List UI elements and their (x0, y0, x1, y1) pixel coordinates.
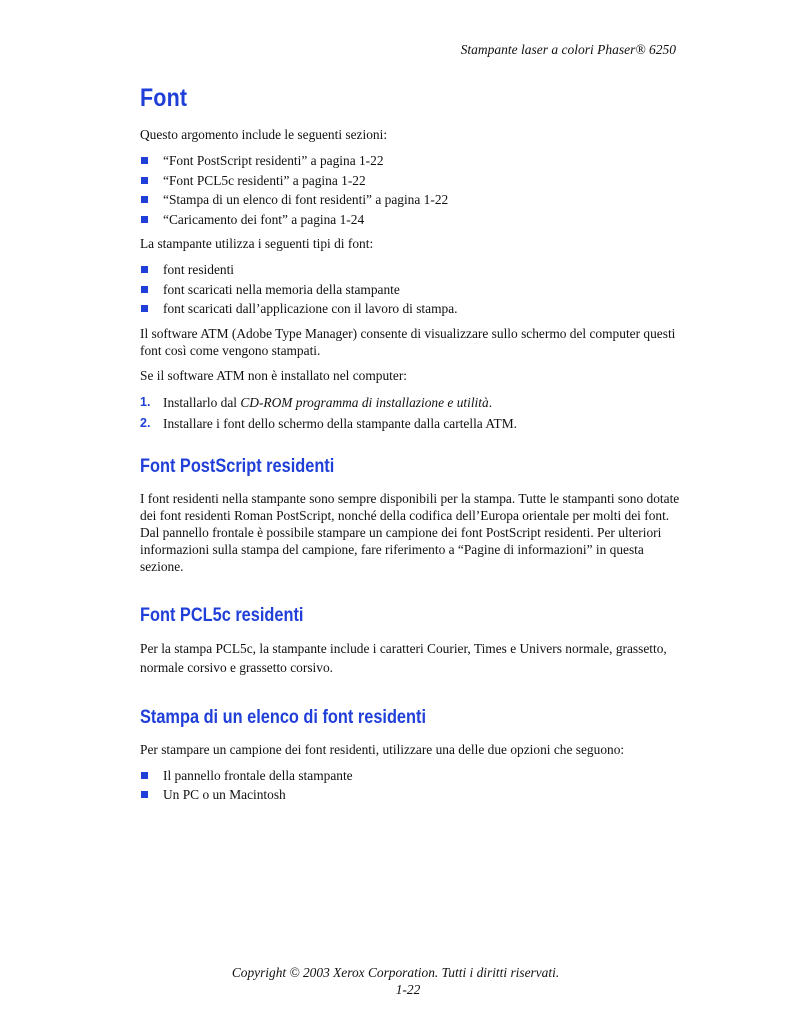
bullet-square-icon (141, 266, 148, 273)
list-item-text: Un PC o un Macintosh (163, 787, 286, 802)
bullet-square-icon (141, 216, 148, 223)
section-heading-postscript: Font PostScript residenti (140, 455, 335, 477)
atm-steps-list (140, 392, 680, 434)
list-item-text: font residenti (163, 262, 235, 277)
list-item-text: “Stampa di un elenco di font residenti” a pagina 1-22 (163, 192, 449, 207)
print-list-paragraph: Per stampare un campione dei font residenti, utilizzare una delle due opzioni che seguono: (140, 741, 625, 757)
step-text: Installarlo dal (163, 394, 241, 410)
step-text: Installare i font dello schermo della stampante dalla cartella ATM. (163, 415, 517, 431)
page-number: 1-22 (395, 982, 421, 997)
print-options-list (140, 766, 680, 805)
page-title: Font (140, 84, 188, 112)
list-item-text: “Font PCL5c residenti” a pagina 1-22 (163, 172, 366, 188)
atm-missing-paragraph: Se il software ATM non è installato nel computer: (140, 367, 408, 383)
list-item-text: “Font PostScript residenti” a pagina 1-22 (163, 153, 384, 168)
bullet-square-icon (141, 177, 148, 184)
list-item (140, 766, 680, 786)
running-header: Stampante laser a colori Phaser® 6250 (460, 42, 676, 57)
font-types-list (140, 260, 680, 319)
list-item-text: font scaricati dall’applicazione con il lavoro di stampa. (163, 301, 458, 316)
step-item (140, 413, 680, 434)
bullet-square-icon (141, 772, 148, 779)
step-number: 2. (140, 415, 151, 430)
bullet-square-icon (141, 157, 148, 164)
step-text-italic: CD-ROM programma di installazione e utilità (240, 394, 489, 410)
list-item (140, 260, 680, 280)
list-item (140, 299, 680, 319)
step-text: . (488, 394, 493, 410)
list-item-text: font scaricati nella memoria della stampante (163, 281, 400, 297)
list-item-text: Il pannello frontale della stampante (163, 767, 353, 783)
intro-paragraph: Questo argomento include le seguenti sezioni: (140, 127, 388, 142)
bullet-square-icon (141, 305, 148, 312)
list-item (140, 151, 680, 171)
postscript-paragraph: I font residenti nella stampante sono sempre disponibili per la stampa. Tutte le stampanti sono dotate dei font residenti Roman PostScript, nonché della codifica dell’Europa orientale per molti dei font. Dal pannello frontale è possibile stampare un campione dei font PostScript residenti. Per ulteriori informazioni sulla stampa del campione, fare riferimento a “Pagine di informazioni” in questa sezione. (140, 490, 680, 574)
bullet-square-icon (141, 196, 148, 203)
bullet-square-icon (141, 791, 148, 798)
atm-paragraph: Il software ATM (Adobe Type Manager) consente di visualizzare sullo schermo del computer questi font così come vengono stampati. (140, 325, 676, 358)
list-item (140, 785, 680, 805)
step-item (140, 392, 680, 413)
list-item (140, 190, 680, 210)
page-footer (0, 964, 791, 998)
list-item (140, 171, 680, 191)
copyright-text: Copyright © 2003 Xerox Corporation. Tutti i diritti riservati. (231, 965, 560, 980)
bullet-square-icon (141, 286, 148, 293)
section-heading-pcl5c: Font PCL5c residenti (140, 604, 304, 626)
section-heading-print-list: Stampa di un elenco di font residenti (140, 706, 426, 728)
list-item (140, 280, 680, 300)
step-number: 1. (140, 394, 151, 409)
sections-list (140, 151, 680, 229)
list-item-text: “Caricamento dei font” a pagina 1-24 (163, 211, 365, 227)
list-item (140, 210, 680, 230)
pcl5c-paragraph: Per la stampa PCL5c, la stampante include i caratteri Courier, Times e Univers normale, grassetto, normale corsivo e grassetto corsivo. (140, 640, 667, 675)
page-content (140, 84, 680, 811)
font-types-intro: La stampante utilizza i seguenti tipi di font: (140, 236, 374, 251)
